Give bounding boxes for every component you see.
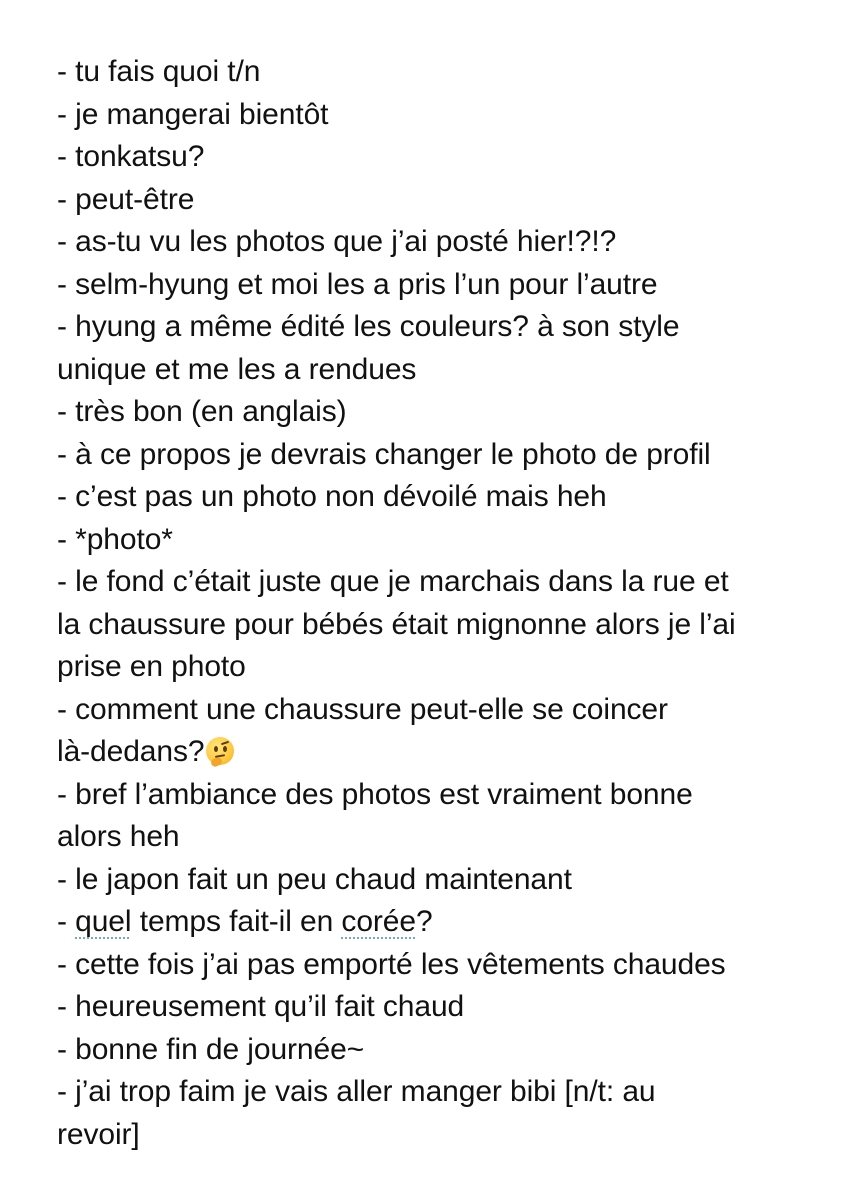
note-line: la chaussure pour bébés était mignonne alors je l’ai bbox=[57, 607, 736, 641]
note-line: - selm-hyung et moi les a pris l’un pour l’autre bbox=[57, 267, 658, 301]
line-suffix: ? bbox=[415, 905, 433, 938]
note-line: - très bon (en anglais) bbox=[57, 395, 347, 428]
line-prefix: - bbox=[57, 905, 76, 938]
note-line: - bonne fin de journée~ bbox=[57, 1032, 365, 1066]
note-line: - tonkatsu? bbox=[57, 140, 205, 173]
line-middle: temps fait-il en bbox=[131, 905, 342, 938]
note-line: alors heh bbox=[57, 820, 180, 853]
note-line: - je mangerai bientôt bbox=[57, 97, 329, 131]
translated-notes bbox=[57, 51, 847, 1156]
note-line: - *photo* bbox=[57, 522, 173, 556]
note-line: - le fond c’était juste que je marchais dans la rue et bbox=[57, 565, 729, 598]
note-line: - cette fois j’ai pas emporté les vêtements chaudes bbox=[57, 947, 726, 981]
note-line-text: là-dedans? bbox=[57, 735, 205, 768]
note-line: prise en photo bbox=[57, 650, 246, 683]
note-line: - comment une chaussure peut-elle se coincer bbox=[57, 692, 668, 726]
note-line: - as-tu vu les photos que j’ai posté hier!?!? bbox=[57, 225, 617, 258]
note-line: - j’ai trop faim je vais aller manger bibi [n/t: au bbox=[57, 1075, 656, 1108]
note-line: - hyung a même édité les couleurs? à son style bbox=[57, 310, 680, 343]
spellcheck-word[interactable]: corée bbox=[341, 905, 416, 938]
note-line: - c’est pas un photo non dévoilé mais heh bbox=[57, 480, 607, 513]
note-line-spellcheck bbox=[57, 901, 847, 944]
note-line: - tu fais quoi t/n bbox=[57, 55, 261, 88]
note-line: - le japon fait un peu chaud maintenant bbox=[57, 862, 572, 896]
note-line: - à ce propos je devrais changer le photo de profil bbox=[57, 437, 711, 471]
note-line: revoir] bbox=[57, 1117, 140, 1151]
note-line-with-emoji bbox=[57, 731, 847, 774]
note-line: - peut-être bbox=[57, 182, 195, 216]
spellcheck-word[interactable]: quel bbox=[75, 905, 132, 938]
note-line: - bref l’ambiance des photos est vraiment bonne bbox=[57, 777, 693, 811]
note-line: - heureusement qu’il fait chaud bbox=[57, 990, 465, 1023]
note-line: unique et me les a rendues bbox=[57, 352, 417, 386]
thinking-face-icon bbox=[206, 737, 234, 765]
